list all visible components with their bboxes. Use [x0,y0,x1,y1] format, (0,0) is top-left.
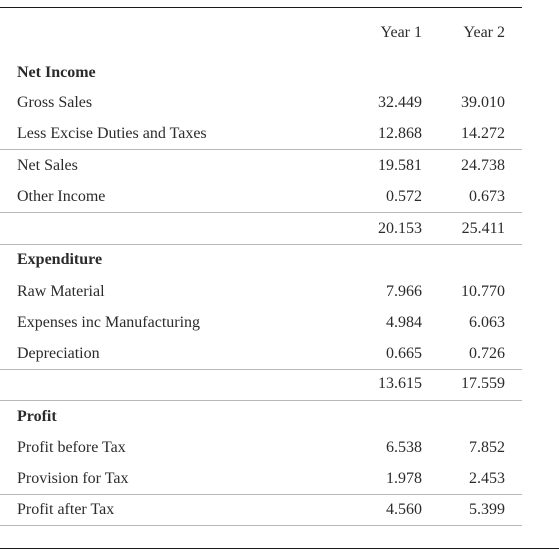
column-header-year1: Year 1 [380,24,422,41]
row-value-year2: 7.852 [469,439,505,456]
row-value-year2: 0.726 [469,345,505,362]
section-heading-expenditure: Expenditure [17,251,103,268]
section-heading-row [0,401,522,432]
section-heading-profit: Profit [17,408,57,425]
subtotal-year2: 17.559 [461,375,505,392]
row-label: Profit after Tax [17,501,115,518]
row-divider [0,525,522,526]
table-row [0,463,522,494]
row-value-year1: 0.665 [386,345,422,362]
subtotal-year1: 20.153 [378,220,422,237]
row-value-year1: 4.984 [386,314,422,331]
table-row [0,338,522,369]
subtotal-year1: 13.615 [378,375,422,392]
row-value-year2: 24.738 [461,157,505,174]
section-heading-row [0,57,522,88]
row-label: Profit before Tax [17,439,126,456]
row-label: Net Sales [17,157,78,174]
row-value-year2: 10.770 [461,283,505,300]
row-label: Gross Sales [17,94,93,111]
row-value-year1: 19.581 [378,157,422,174]
table-row [0,432,522,463]
row-value-year1: 32.449 [378,94,422,111]
table-row [0,307,522,338]
section-heading-net-income: Net Income [17,64,96,81]
row-value-year2: 6.063 [469,314,505,331]
row-label: Raw Material [17,283,105,300]
row-value-year1: 7.966 [386,283,422,300]
column-header-row [0,17,522,48]
section-heading-row [0,244,522,275]
table-row [0,181,522,212]
table-row [0,118,522,149]
row-value-year2: 14.272 [461,125,505,142]
table-row [0,150,522,181]
table-row [0,87,522,118]
table-bottom-border [0,548,559,549]
row-label: Provision for Tax [17,470,129,487]
row-value-year1: 1.978 [386,470,422,487]
column-header-year2: Year 2 [463,24,505,41]
row-label: Expenses inc Manufacturing [17,314,201,331]
row-value-year1: 12.868 [378,125,422,142]
row-value-year2: 5.399 [469,501,505,518]
row-value-year1: 6.538 [386,439,422,456]
row-label: Depreciation [17,345,100,362]
row-value-year2: 0.673 [469,188,505,205]
subtotal-year2: 25.411 [461,220,505,237]
table-row [0,276,522,307]
row-value-year2: 39.010 [461,94,505,111]
table-row [0,494,522,525]
subtotal-row [0,213,522,244]
row-label: Less Excise Duties and Taxes [17,125,207,142]
table-top-border [0,7,522,8]
row-value-year1: 4.560 [386,501,422,518]
subtotal-row [0,368,522,399]
row-value-year2: 2.453 [469,470,505,487]
row-label: Other Income [17,188,106,205]
row-value-year1: 0.572 [386,188,422,205]
